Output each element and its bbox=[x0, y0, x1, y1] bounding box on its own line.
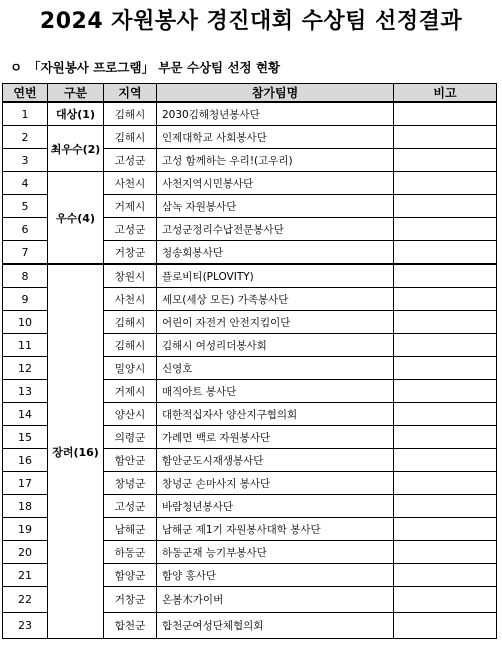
region-cell: 김해시 bbox=[104, 102, 157, 126]
category-cell: 우수(4) bbox=[48, 172, 104, 265]
note-cell bbox=[394, 587, 497, 613]
table-row bbox=[3, 102, 497, 126]
row-number: 7 bbox=[3, 241, 48, 265]
row-number: 18 bbox=[3, 495, 48, 518]
note-cell bbox=[394, 380, 497, 403]
team-name-cell: 김해시 여성리더봉사회 bbox=[157, 334, 394, 357]
note-cell bbox=[394, 472, 497, 495]
row-number: 4 bbox=[3, 172, 48, 195]
region-cell: 함안군 bbox=[104, 449, 157, 472]
row-number: 6 bbox=[3, 218, 48, 241]
team-name-cell: 신영호 bbox=[157, 357, 394, 380]
row-number: 8 bbox=[3, 264, 48, 288]
note-cell bbox=[394, 541, 497, 564]
row-number: 23 bbox=[3, 613, 48, 639]
row-number: 22 bbox=[3, 587, 48, 613]
region-cell: 거제시 bbox=[104, 195, 157, 218]
table-row bbox=[3, 264, 497, 288]
note-cell bbox=[394, 195, 497, 218]
row-number: 11 bbox=[3, 334, 48, 357]
team-name-cell: 플로비티(PLOVITY) bbox=[157, 264, 394, 288]
team-name-cell: 가례면 백로 자원봉사단 bbox=[157, 426, 394, 449]
table-header-row bbox=[3, 84, 497, 103]
team-name-cell: 고성군정리수납전문봉사단 bbox=[157, 218, 394, 241]
note-cell bbox=[394, 426, 497, 449]
team-name-cell: 사천지역시민봉사단 bbox=[157, 172, 394, 195]
region-cell: 거창군 bbox=[104, 587, 157, 613]
team-name-cell: 온봄木가이버 bbox=[157, 587, 394, 613]
header-number: 연번 bbox=[3, 84, 48, 103]
region-cell: 김해시 bbox=[104, 334, 157, 357]
note-cell bbox=[394, 264, 497, 288]
team-name-cell: 합천군여성단체협의회 bbox=[157, 613, 394, 639]
region-cell: 고성군 bbox=[104, 149, 157, 172]
region-cell: 고성군 bbox=[104, 495, 157, 518]
team-name-cell: 세모(세상 모든) 가족봉사단 bbox=[157, 288, 394, 311]
bullet-icon: ㅇ bbox=[10, 60, 23, 75]
team-name-cell: 창녕군 손마사지 봉사단 bbox=[157, 472, 394, 495]
row-number: 12 bbox=[3, 357, 48, 380]
note-cell bbox=[394, 126, 497, 149]
header-team-name: 참가팀명 bbox=[157, 84, 394, 103]
region-cell: 창원시 bbox=[104, 264, 157, 288]
team-name-cell: 바람청년봉사단 bbox=[157, 495, 394, 518]
region-cell: 하동군 bbox=[104, 541, 157, 564]
note-cell bbox=[394, 495, 497, 518]
row-number: 9 bbox=[3, 288, 48, 311]
team-name-cell: 함안군도시재생봉사단 bbox=[157, 449, 394, 472]
row-number: 2 bbox=[3, 126, 48, 149]
note-cell bbox=[394, 357, 497, 380]
row-number: 10 bbox=[3, 311, 48, 334]
team-name-cell: 삼녹 자원봉사단 bbox=[157, 195, 394, 218]
row-number: 17 bbox=[3, 472, 48, 495]
note-cell bbox=[394, 334, 497, 357]
note-cell bbox=[394, 564, 497, 587]
team-name-cell: 남해군 제1기 자원봉사대학 봉사단 bbox=[157, 518, 394, 541]
page-title: 2024 자원봉사 경진대회 수상팀 선정결과 bbox=[39, 9, 463, 34]
note-cell bbox=[394, 241, 497, 265]
region-cell: 고성군 bbox=[104, 218, 157, 241]
table-row bbox=[3, 126, 497, 149]
team-name-cell: 인제대학교 사회봉사단 bbox=[157, 126, 394, 149]
region-cell: 밀양시 bbox=[104, 357, 157, 380]
region-cell: 김해시 bbox=[104, 311, 157, 334]
team-name-cell: 고성 함께하는 우리!(고우리) bbox=[157, 149, 394, 172]
region-cell: 거창군 bbox=[104, 241, 157, 265]
table-row bbox=[3, 172, 497, 195]
region-cell: 남해군 bbox=[104, 518, 157, 541]
region-cell: 창녕군 bbox=[104, 472, 157, 495]
header-category: 구분 bbox=[48, 84, 104, 103]
row-number: 3 bbox=[3, 149, 48, 172]
note-cell bbox=[394, 102, 497, 126]
region-cell: 의령군 bbox=[104, 426, 157, 449]
team-name-cell: 청송회봉사단 bbox=[157, 241, 394, 265]
award-table bbox=[2, 83, 497, 639]
row-number: 16 bbox=[3, 449, 48, 472]
row-number: 15 bbox=[3, 426, 48, 449]
team-name-cell: 함양 홍사단 bbox=[157, 564, 394, 587]
region-cell: 사천시 bbox=[104, 288, 157, 311]
header-region: 지역 bbox=[104, 84, 157, 103]
region-cell: 김해시 bbox=[104, 126, 157, 149]
note-cell bbox=[394, 613, 497, 639]
category-cell: 대상(1) bbox=[48, 102, 104, 126]
team-name-cell: 어린이 자전거 안전지킴이단 bbox=[157, 311, 394, 334]
team-name-cell: 2030김해청년봉사단 bbox=[157, 102, 394, 126]
region-cell: 양산시 bbox=[104, 403, 157, 426]
note-cell bbox=[394, 518, 497, 541]
category-cell: 최우수(2) bbox=[48, 126, 104, 172]
row-number: 13 bbox=[3, 380, 48, 403]
note-cell bbox=[394, 172, 497, 195]
row-number: 5 bbox=[3, 195, 48, 218]
region-cell: 사천시 bbox=[104, 172, 157, 195]
section-heading bbox=[10, 58, 280, 76]
note-cell bbox=[394, 449, 497, 472]
region-cell: 합천군 bbox=[104, 613, 157, 639]
note-cell bbox=[394, 288, 497, 311]
row-number: 21 bbox=[3, 564, 48, 587]
note-cell bbox=[394, 149, 497, 172]
team-name-cell: 매직아트 봉사단 bbox=[157, 380, 394, 403]
row-number: 14 bbox=[3, 403, 48, 426]
row-number: 1 bbox=[3, 102, 48, 126]
team-name-cell: 대한적십자사 양산지구협의회 bbox=[157, 403, 394, 426]
region-cell: 함양군 bbox=[104, 564, 157, 587]
header-note: 비고 bbox=[394, 84, 497, 103]
note-cell bbox=[394, 311, 497, 334]
category-cell: 장려(16) bbox=[48, 264, 104, 639]
row-number: 19 bbox=[3, 518, 48, 541]
note-cell bbox=[394, 218, 497, 241]
region-cell: 거제시 bbox=[104, 380, 157, 403]
team-name-cell: 하동군재 능기부봉사단 bbox=[157, 541, 394, 564]
section-heading-text: 「자원봉사 프로그램」 부문 수상팀 선정 현황 bbox=[28, 60, 281, 75]
note-cell bbox=[394, 403, 497, 426]
row-number: 20 bbox=[3, 541, 48, 564]
